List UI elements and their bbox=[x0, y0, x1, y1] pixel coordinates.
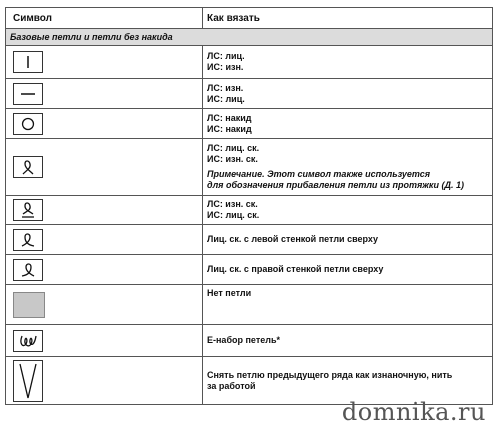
row-line: ИС: изн. bbox=[207, 62, 244, 72]
e-cast-on-icon bbox=[13, 330, 43, 352]
row-line: ЛС: лиц. bbox=[207, 51, 245, 61]
horizontal-line-icon bbox=[13, 83, 43, 105]
row-line: ИС: накид bbox=[207, 123, 252, 134]
row-line: за работой bbox=[207, 380, 256, 391]
right-crossed-loop-icon bbox=[13, 259, 43, 281]
table-row bbox=[5, 225, 493, 255]
table-row bbox=[5, 285, 493, 325]
slip-stitch-v-icon bbox=[13, 360, 43, 402]
vertical-line-icon bbox=[13, 51, 43, 73]
table-row bbox=[5, 255, 493, 285]
note-text bbox=[207, 169, 492, 180]
header-how-to: Как вязать bbox=[207, 12, 260, 24]
table-row bbox=[5, 325, 493, 357]
row-line: ИС: лиц. ск. bbox=[207, 210, 260, 220]
section-title: Базовые петли и петли без накида bbox=[5, 29, 493, 46]
watermark: domnika.ru bbox=[341, 398, 486, 426]
note-label: Примечание. bbox=[207, 169, 265, 179]
row-line: Лиц. ск. с правой стенкой петли сверху bbox=[207, 264, 384, 274]
header-symbol: Символ bbox=[6, 8, 203, 28]
row-line: ЛС: накид bbox=[207, 112, 252, 123]
crossed-loop-icon bbox=[13, 156, 43, 178]
circle-icon bbox=[13, 113, 43, 135]
row-line: Лиц. ск. с левой стенкой петли сверху bbox=[207, 234, 379, 244]
row-line: ЛС: лиц. ск. bbox=[207, 143, 260, 153]
row-line: ИС: лиц. bbox=[207, 93, 245, 104]
table-header bbox=[5, 7, 493, 29]
table-row bbox=[5, 79, 493, 109]
no-stitch-gray-box-icon bbox=[13, 292, 45, 318]
stitch-symbols-table bbox=[5, 7, 493, 405]
row-line: Нет петли bbox=[207, 288, 252, 298]
table-row bbox=[5, 46, 493, 79]
row-line: ЛС: изн. ск. bbox=[207, 199, 258, 209]
table-row bbox=[5, 139, 493, 196]
crossed-loop-underline-icon bbox=[13, 199, 43, 221]
row-line: Снять петлю предыдущего ряда как изнаночную, нить bbox=[207, 369, 453, 380]
left-crossed-loop-icon bbox=[13, 229, 43, 251]
note-line-1: Этот символ также используется bbox=[264, 169, 431, 179]
row-line: ЛС: изн. bbox=[207, 82, 244, 93]
table-row bbox=[5, 196, 493, 225]
table-row bbox=[5, 109, 493, 139]
row-line: ИС: изн. ск. bbox=[207, 154, 258, 164]
note-line-2: для обозначения прибавления петли из протяжки (Д. 1) bbox=[207, 180, 464, 190]
row-line: Е-набор петель* bbox=[207, 335, 280, 345]
